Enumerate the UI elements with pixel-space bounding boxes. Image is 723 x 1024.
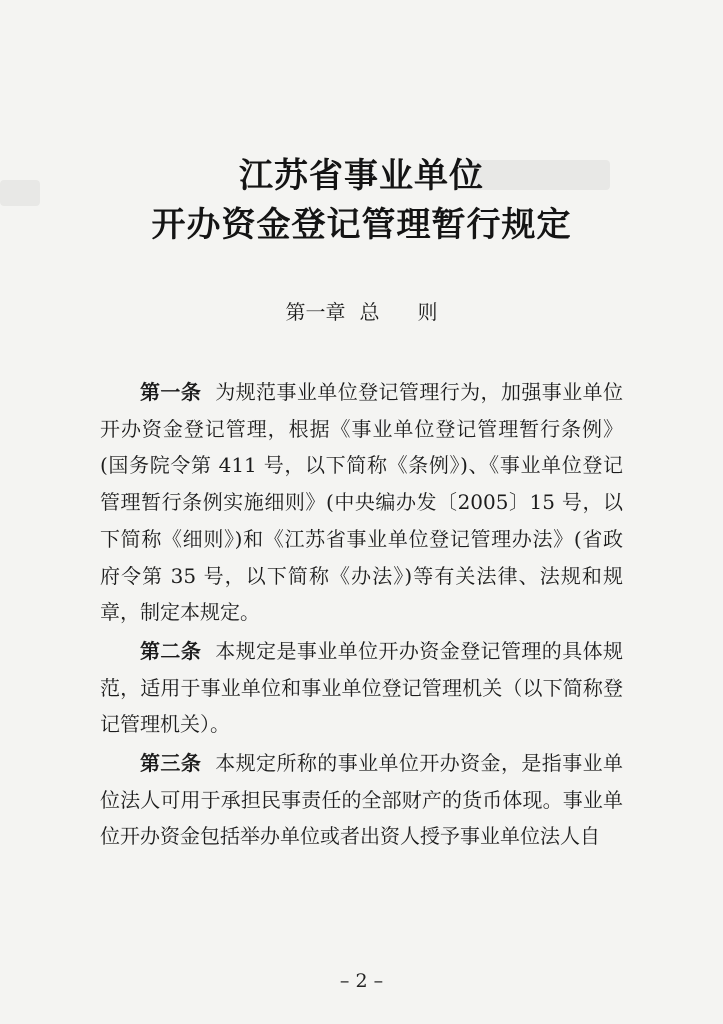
article-text: 为规范事业单位登记管理行为，加强事业单位开办资金登记管理，根据《事业单位登记管理暂行条例》(国务院令第 411 号，以下简称《条例》)、《事业单位登记管理暂行条例实施细则》(中央编办发〔2005〕15 号，以下简称《细则》)和《江苏省事业单位登记管理办法》(省政府令第 35 号，以下简称《办法》)等有关法律、法规和规章，制定本规定。: [100, 380, 624, 625]
article-label: 第三条: [140, 751, 202, 776]
article-1: [100, 374, 623, 631]
chapter-name-part1: 总: [359, 300, 380, 324]
article-label: 第二条: [140, 638, 202, 663]
chapter-number: 第一章: [285, 300, 346, 324]
document-title-line2: 开办资金登记管理暂行规定: [151, 205, 572, 245]
document-title-line1: 江苏省事业单位: [239, 156, 484, 196]
chapter-heading: [0, 296, 723, 325]
chapter-name-part2: 则: [417, 300, 438, 324]
article-text: 本规定所称的事业单位开办资金，是指事业单位法人可用于承担民事责任的全部财产的货币体现。事业单位开办资金包括举办单位或者出资人授予事业单位法人自: [100, 751, 624, 849]
article-label: 第一条: [140, 380, 202, 404]
article-3: [100, 745, 623, 855]
page-number: – 2 –: [339, 970, 384, 992]
article-text: 本规定是事业单位开办资金登记管理的具体规范，适用于事业单位和事业单位登记管理机关（以下简称登记管理机关）。: [100, 638, 624, 737]
article-2: [100, 633, 623, 743]
document-body: [100, 374, 623, 855]
